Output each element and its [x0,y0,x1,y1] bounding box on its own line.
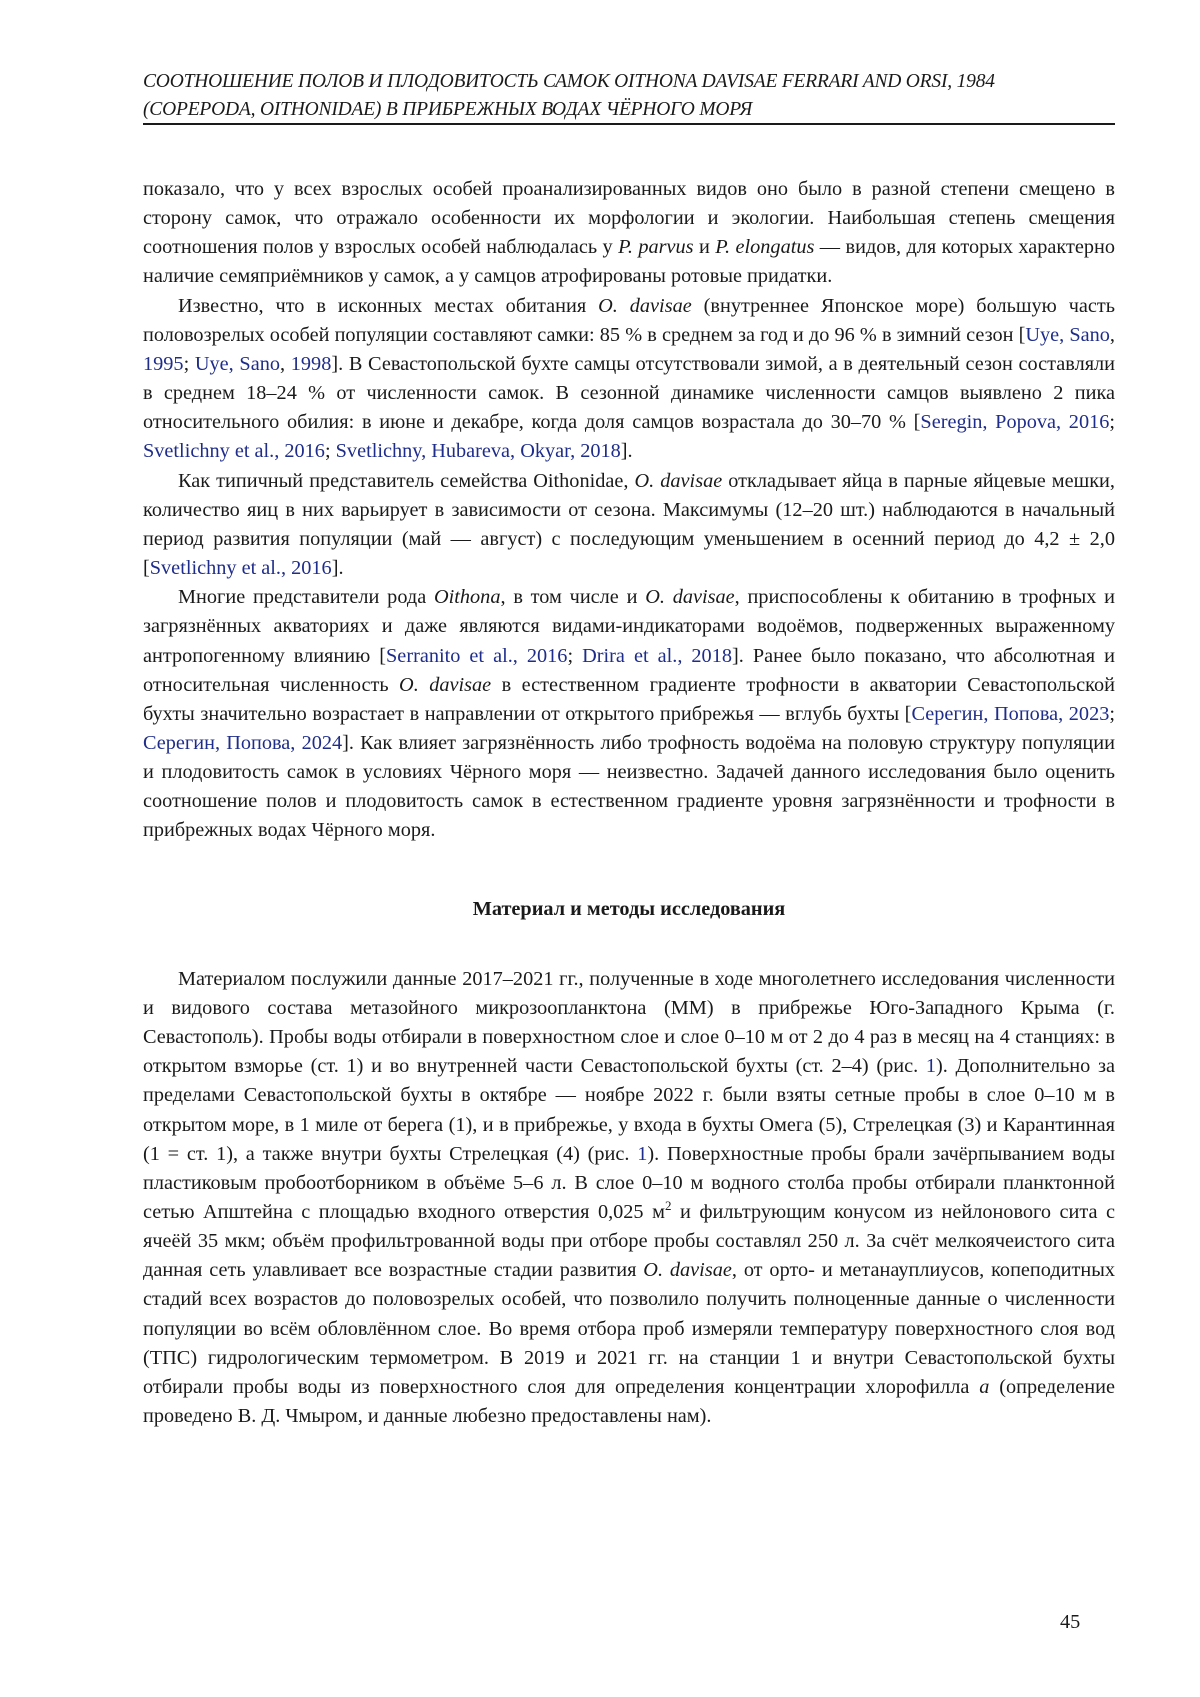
citation-link[interactable]: Uye, Sano [1025,323,1110,346]
genus-name: Oithona [433,586,501,609]
running-head-line-2: (COPEPODA, OITHONIDAE) В ПРИБРЕЖНЫХ ВОДАХ ЧЁРНОГО МОРЯ [143,99,753,120]
species-name: P. parvus [618,236,694,259]
text: , от орто- и метанауплиусов, копеподитных стадий всех возрастов до половозрелых особей, что позволило получить полноценные данные о численности популяции во всём обловлённом слое. Во время отбора проб измеряли температуру поверхностного слоя вод (ТПС) гидрологическим термометром. В 2019 и 2021 гг. на станции 1 и внутри Севастопольской бухты отбирали пробы воды из поверхностного слоя для определения концентрации хлорофилла [143,1259,1115,1398]
running-head-line-1: СООТНОШЕНИЕ ПОЛОВ И ПЛОДОВИТОСТЬ САМОК OITHONA DAVISAE FERRARI AND ORSI, 1984 [143,71,995,92]
citation-year-link[interactable]: 1995 [143,352,184,375]
species-name: O. davisae [399,673,492,696]
text: ; [324,440,336,463]
citation-link[interactable]: Серегин, Попова, 2023 [911,702,1110,725]
text: (внутреннее Японское море) большую часть половозрелых особей популяции составляют самки: 85 % в среднем за год и до 96 % в зимний сезон [ [143,294,1116,346]
text: Как типичный представитель семейства Oithonidae, [178,469,635,492]
citation-year-link[interactable]: 1998 [290,352,332,375]
species-name: O. davisae [643,1259,732,1282]
text: показало, что у всех взрослых особей проанализированных видов оно было в разной степени смещено в сторону самок, что отражало особенности их морфологии и экологии. Наибольшая степень смещения соотношения полов у взрослых особей наблюдалась у [143,178,1115,259]
text: ; [1109,411,1116,434]
text: ]. [620,440,633,463]
text: Материалом послужили данные 2017–2021 гг., полученные в ходе многолетнего исследования численности и видового состава метазойного микрозоопланктона (ММ) в прибрежье Юго-Западного Крыма (г. Севастополь). Пробы воды отбирали в поверхностном слое и слое 0–10 м от 2 до 4 раз в месяц на 4 станциях: в открытом взморье (ст. 1) и во внутренней части Севастопольской бухты (ст. 2–4) (рис. [143,967,1115,1078]
paragraph-4 [143,583,1115,845]
header-rule [143,123,1115,125]
chlorophyll-label: a [979,1375,990,1398]
paragraph-3 [143,467,1115,584]
figure-link[interactable]: 1 [637,1142,648,1165]
text: ; [567,644,583,667]
text: и фильтрующим конусом из нейлонового сита с ячеёй 35 мкм; объём профильтрованной воды при отборе пробы составлял 250 л. За счёт мелкоячеистого сита данная сеть улавливает все возрастные стадии развития [143,1201,1115,1282]
species-name: O. davisae [645,586,735,609]
text: , [1109,323,1115,346]
text: ; [1109,702,1115,725]
text: — видов, для которых характерно наличие семяприёмников у самок, а у самцов атрофированы ротовые придатки. [143,236,1116,288]
text: ]. В Севастопольской бухте самцы отсутствовали зимой, а в деятельный сезон составляли в среднем 18–24 % от численности самок. В сезонной динамике численности самцов выявлено 2 пика относительного обилия: в июне и декабре, когда доля самцов возрастала до 30–70 % [ [143,352,1116,434]
citation-link[interactable]: Drira et al., 2018 [582,644,732,667]
species-name: O. davisae [598,294,692,317]
paragraph-5 [143,965,1115,1432]
citation-link[interactable]: Seregin, Popova, 2016 [920,411,1110,434]
paragraph-1 [143,175,1115,292]
text: откладывает яйца в парные яйцевые мешки, количество яиц в них варьирует в зависимости от сезона. Максимумы (12–20 шт.) наблюдаются в начальный период развития популяции (май — август) с последующим уменьшением в осенний период до 4,2 ± 2,0 [ [143,469,1115,580]
citation-link[interactable]: Serranito et al., 2016 [386,644,568,667]
text: в естественном градиенте трофности в акватории Севастопольской бухты значительно возрастает в направлении от открытого прибрежья — вглубь бухты [ [143,673,1116,725]
text: Многие представители рода [178,586,434,609]
citation-link[interactable]: Uye, Sano [194,352,280,375]
article-body [143,175,1115,1431]
text: ]. [331,557,344,580]
text: , в том числе и [500,586,646,609]
text: ). Поверхностные пробы брали зачёрпыванием воды пластиковым пробоотборником в объёме 5–6 л. В слое 0–10 м водного столба пробы отбирали планктонной сетью Апштейна с площадью входного отверстия 0,025 м [143,1142,1115,1223]
figure-link[interactable]: 1 [925,1055,936,1078]
text: ; [183,352,195,375]
superscript: 2 [664,1198,672,1213]
text: , [280,352,291,375]
text: , приспособлены к обитанию в трофных и загрязнённых акваториях и даже являются видами-индикаторами водоёмов, подверженных выраженному антропогенному влиянию [ [143,586,1115,667]
text: ). Дополнительно за пределами Севастопольской бухты в октябре — ноябре 2022 г. были взяты сетные пробы в слое 0–10 м в открытом море, в 1 миле от берега (1), и в прибрежье, у входа в бухты Омега (5), Стрелецкая (3) и Карантинная (1 = ст. 1), а также внутри бухты Стрелецкая (4) (рис. [143,1055,1115,1165]
citation-link[interactable]: Серегин, Попова, 2024 [143,731,343,754]
paragraph-2 [143,292,1115,467]
text: Известно, что в исконных местах обитания [178,294,599,317]
page-number: 45 [1060,1611,1081,1633]
text: и [693,236,716,259]
citation-link[interactable]: Svetlichny et al., 2016 [149,557,332,580]
running-head [143,68,1115,124]
species-name: O. davisae [634,469,723,492]
text: ]. Как влияет загрязнённость либо трофность водоёма на половую структуру популяции и плодовитость самок в условиях Чёрного моря — неизвестно. Задачей данного исследования было оценить соотношение полов и плодовитость самок в естественном градиенте уровня загрязнённости и трофности в прибрежных водах Чёрного моря. [143,731,1115,842]
citation-link[interactable]: Svetlichny et al., 2016 [143,440,325,463]
citation-link[interactable]: Svetlichny, Hubareva, Okyar, 2018 [335,440,621,463]
text: (определение проведено В. Д. Чмыром, и данные любезно предоставлены нам). [143,1375,1115,1428]
species-name: P. elongatus [715,236,815,259]
section-heading: Материал и методы исследования [472,897,786,920]
text: ]. Ранее было показано, что абсолютная и относительная численность [143,644,1115,696]
